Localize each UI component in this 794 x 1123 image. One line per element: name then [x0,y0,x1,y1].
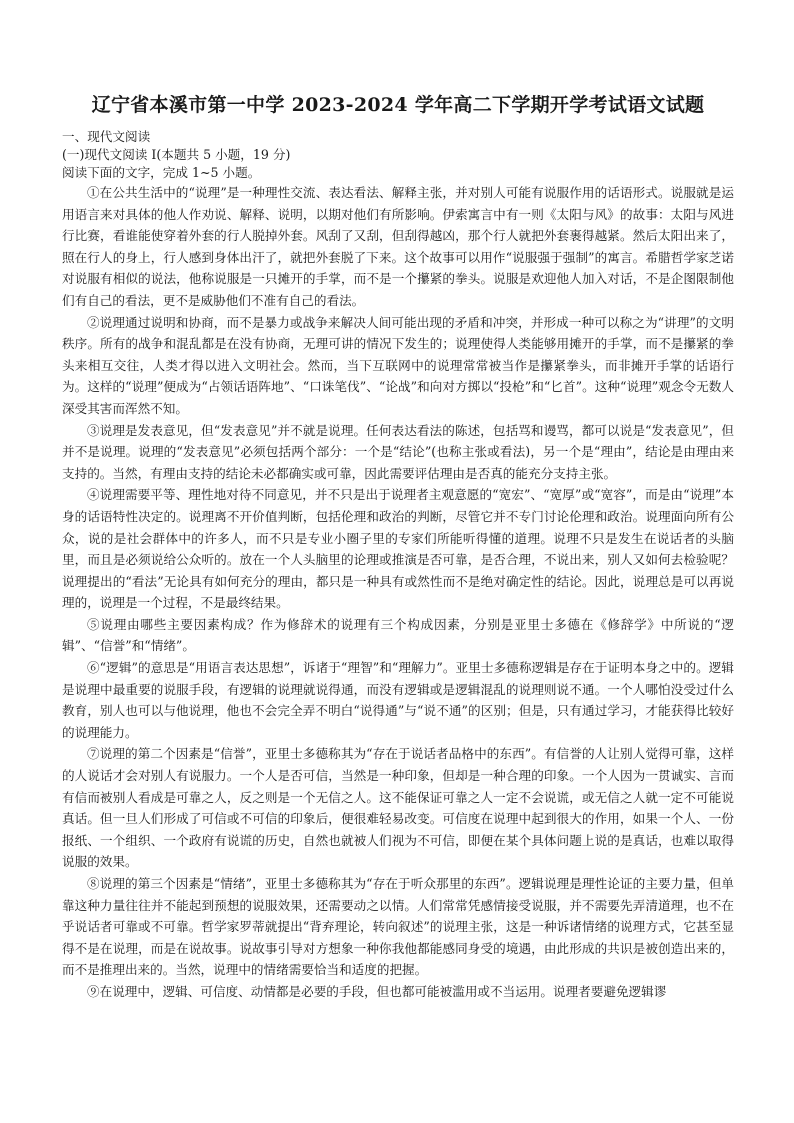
paragraph-7: ⑦说理的第二个因素是“信誉”，亚里士多德称其为“存在于说话者品格中的东西”。有信誉的人让别人觉得可靠，这样的人说话才会对别人有说服力。一个人是否可信，当然是一种印象，但却是一种合理的印象。一个人因为一贯诚实、言而有信而被别人看成是可靠之人，反之则是一个无信之人。这不能保证可靠之人一定不会说谎，或无信之人就一定不可能说真话。但一旦人们形成了可信或不可信的印象后，便很难轻易改变。可信度在说理中起到很大的作用，如果一个人、一份报纸、一个组织、一个政府有说谎的历史，自然也就被人们视为不可信，即便在某个具体问题上说的是真话，也难以取得说服的效果。 [62,746,734,870]
paragraph-1: ①在公共生活中的“说理”是一种理性交流、表达看法、解释主张，并对别人可能有说服作用的话语形式。说服就是运用语言来对具体的他人作劝说、解释、说明，以期对他们有所影响。伊索寓言中有一则《太阳与风》的故事：太阳与风进行比赛，看谁能使穿着外套的行人脱掉外套。风刮了又刮，但刮得越凶，那个行人就把外套裹得越紧。然后太阳出来了，照在行人的身上，行人感到身体出汗了，就把外套脱了下来。这个故事可以用作“说服强于强制”的寓言。希腊哲学家芝诺对说服有相似的说法，他称说服是一只摊开的手掌，而不是一个攥紧的拳头。说服是欢迎他人加入对话，不是企图限制他们有自己的看法，更不是威胁他们不准有自己的看法。 [62,185,734,308]
paragraph-6: ⑥“逻辑”的意思是“用语言表达思想”，诉诸于“理智”和“理解力”。亚里士多德称逻辑是存在于证明本身之中的。逻辑是说理中最重要的说服手段，有逻辑的说理就说得通，而没有逻辑或是逻辑混乱的说理则说不通。一个人哪怕没受过什么教育，别人也可以与他说理，他也不会完全弄不明白“说得通”与“说不通”的区别；但是，只有通过学习，才能获得比较好的说理能力。 [62,660,734,740]
section-heading: 一、现代文阅读 [62,129,151,144]
paragraph-4: ④说理需要平等、理性地对待不同意见，并不只是出于说理者主观意愿的“宽宏”、“宽厚”或“宽容”，而是由“说理”本身的话语特性决定的。说理离不开价值判断，包括伦理和政治的判断，尽管它并不专门讨论伦理和政治。说理面向所有公众，说的是社会群体中的许多人，而不只是专业小圈子里的专家们所能听得懂的道理。说理不只是发生在说话者的头脑里，而且是必须说给公众听的。放在一个人头脑里的论理或推演是否可靠，是否合理，不说出来，别人又如何去检验呢？说理提出的“看法”无论具有如何充分的理由，都只是一种具有或然性而不是绝对确定性的结论。因此，说理总是可以再说理的，说理是一个过程，不是最终结果。 [62,487,734,611]
reading-instruction: 阅读下面的文字，完成 1~5 小题。 [62,165,261,180]
subsection-heading: (一)现代文阅读 I(本题共 5 小题，19 分) [62,147,291,162]
paragraph-8: ⑧说理的第三个因素是“情绪”，亚里士多德称其为“存在于听众那里的东西”。逻辑说理是理性论证的主要力量，但单靠这种力量往往并不能起到预想的说服效果，还需要动之以情。人们常常凭感情接受说服，并不需要先弄清道理，也不在乎说话者可靠或不可靠。哲学家罗蒂就提出“背弃理论，转向叙述”的说理主张，这是一种诉诸情绪的说理方式，它甚至显得不是在说理，而是在说故事。说故事引导对方想象一种你我他都能感同身受的境遇，由此形成的共识是被创造出来的，而不是推理出来的。当然，说理中的情绪需要恰当和适度的把握。 [62,876,734,978]
paragraph-3: ③说理是发表意见，但“发表意见”并不就是说理。任何表达看法的陈述，包括骂和谩骂，都可以说是“发表意见”，但并不是说理。说理的“发表意见”必须包括两个部分：一个是“结论”(也称主张或看法)，另一个是“理由”，结论是由理由来支持的。当然，有理由支持的结论未必都确实或可靠，因此需要评估理由是否真的能充分支持主张。 [62,422,734,481]
paragraph-2: ②说理通过说明和协商，而不是暴力或战争来解决人间可能出现的矛盾和冲突，并形成一种可以称之为“讲理”的文明秩序。所有的战争和混乱都是在没有协商，无理可讲的情况下发生的；说理使得人类能够用摊开的手掌，而不是攥紧的拳头来相互交往，人类才得以进入文明社会。然而，当下互联网中的说理常常被当作是攥紧拳头，而非摊开手掌的话语行为。这样的“说理”便成为“占领话语阵地”、“口诛笔伐”、“论战”和向对方掷以“投枪”和“匕首”。这种“说理”观念令无数人深受其害而浑然不知。 [62,314,734,416]
document-page [62,92,734,1003]
paragraph-9: ⑨在说理中，逻辑、可信度、动情都是必要的手段，但也都可能被滥用或不当运用。说理者要避免逻辑谬 [87,983,667,999]
paragraph-5: ⑤说理由哪些主要因素构成？作为修辞术的说理有三个构成因素，分别是亚里士多德在《修辞学》中所说的“逻辑”、“信誉”和“情绪”。 [62,616,734,654]
document-title: 辽宁省本溪市第一中学 2023-2024 学年高二下学期开学考试语文试题 [91,94,705,116]
